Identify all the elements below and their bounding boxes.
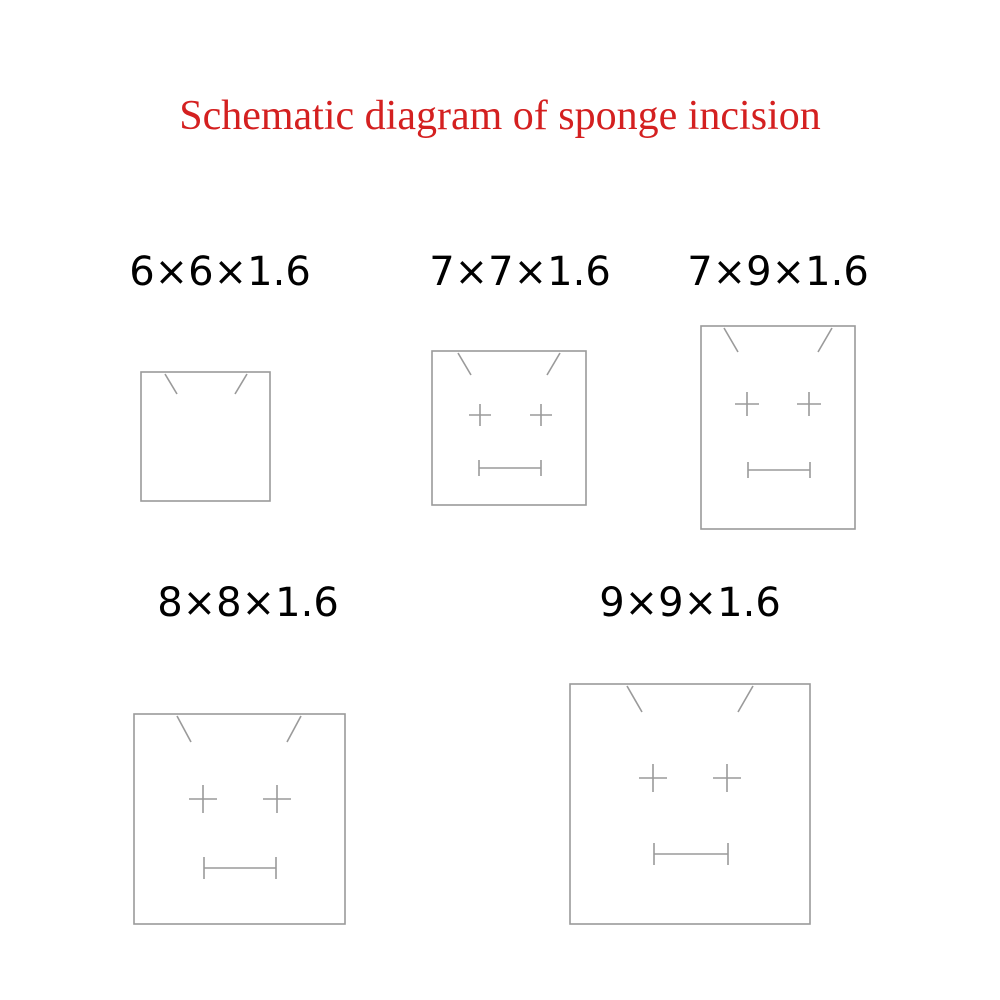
sponge-outline [134,714,345,924]
ring-slot [204,857,276,879]
earring-cross-left [639,764,667,792]
sponge-outline [141,372,270,501]
earring-cross-right [530,404,552,426]
sponge-outline [432,351,586,505]
earring-cross-right [263,785,291,813]
sponge-6x6 [141,372,270,501]
sponge-size-label-7x9: 7×9×1.6 [687,249,869,295]
earring-cross-right [713,764,741,792]
ring-slot [654,843,728,865]
sponge-size-label-9x9: 9×9×1.6 [599,580,781,626]
earring-cross-right [797,392,821,416]
earring-cross-left [469,404,491,426]
ring-slot [748,462,810,478]
diagram-title: Schematic diagram of sponge incision [179,93,821,139]
sponge-outline [570,684,810,924]
sponge-8x8 [134,714,345,924]
sponge-size-label-7x7: 7×7×1.6 [429,249,611,295]
neck-slits [165,374,247,394]
neck-slits [724,328,832,352]
sponge-9x9 [570,684,810,924]
sponge-size-label-8x8: 8×8×1.6 [157,580,339,626]
neck-slits [627,686,753,712]
earring-cross-left [735,392,759,416]
neck-slits [177,716,301,742]
sponge-7x7 [432,351,586,505]
sponge-outline [701,326,855,529]
sponge-size-label-6x6: 6×6×1.6 [129,249,311,295]
neck-slits [458,353,560,375]
sponge-7x9 [701,326,855,529]
ring-slot [479,460,541,476]
earring-cross-left [189,785,217,813]
